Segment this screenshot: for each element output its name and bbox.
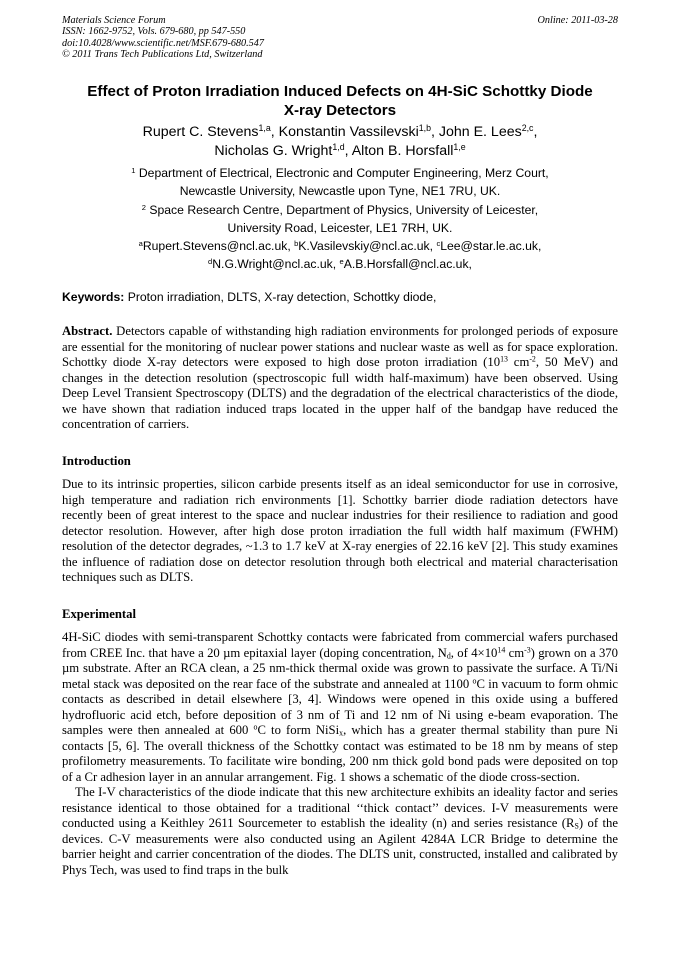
subscript: d — [446, 651, 451, 661]
text-run: , which has a greater thermal stability than pure Ni contacts [5, 6]. The overall thickness of the Schottky contact was estimated to be 18 nm by means of step profilometry measurements. To facilitate wire bonding, 200 nm thick gold bond pads were deposited on top of a Cr adhesion layer in an annular arrangement. Fig. 1 shows a schematic of the diode cross-section. — [62, 723, 619, 784]
abstract-sup: 13 — [500, 354, 508, 364]
online-date: Online: 2011-03-28 — [537, 15, 618, 26]
experimental-heading: Experimental — [62, 607, 137, 621]
email-link[interactable]: A.B.Horsfall@ncl.ac.uk, — [343, 256, 472, 271]
email-link[interactable]: Rupert.Stevens@ncl.ac.uk, — [142, 239, 295, 253]
keywords — [62, 290, 618, 305]
author-sup: 1,a — [258, 123, 271, 134]
email-link[interactable]: K.Vasilevskiy@ncl.ac.uk, — [298, 239, 437, 253]
superscript: 14 — [497, 645, 506, 655]
introduction-text: Due to its intrinsic properties, silicon carbide presents itself as an ideal semiconductor for use in corrosive, high temperature and radiation rich environments [1]. Schottky barrier diode radiation detectors have recently been of great interest to the space and nuclear industries for their resilience to radiation and good detector resolution. However, after high dose proton irradiation the full width half maximum (FWHM) resolution of the detector degrades, ~1.3 to 1.7 keV at X-ray energies of 22.16 keV [2]. This study examines the influence of radiation dose on detector resolution through both electrical and material characterisation techniques such as DLTS. — [62, 477, 618, 584]
author-sep: , — [344, 143, 352, 159]
experimental-paragraph-2 — [62, 785, 618, 878]
title-line-2: X-ray Detectors — [283, 102, 397, 119]
experimental-paragraph-1 — [62, 630, 618, 785]
superscript: -3 — [524, 645, 531, 655]
author-name: John E. Lees — [438, 124, 522, 140]
paper-title — [62, 82, 618, 120]
affiliation-2 — [62, 202, 618, 237]
author-list — [62, 123, 618, 161]
email-link[interactable]: N.G.Wright@ncl.ac.uk, — [212, 256, 340, 271]
author-name: Alton B. Horsfall — [351, 143, 454, 159]
abstract-label: Abstract. — [62, 324, 113, 338]
keywords-label: Keywords: — [62, 290, 125, 304]
author-name: Konstantin Vassilevski — [278, 124, 419, 140]
email-sup: b — [294, 238, 299, 248]
author-sup: 1,e — [453, 142, 466, 153]
author-sep: , — [270, 124, 279, 140]
author-sup: 1,d — [332, 142, 345, 153]
text-run: C to form NiSi — [257, 723, 340, 737]
abstract-text: Detectors capable of withstanding high radiation environments for prolonged periods of exposure are essential for the monitoring of nuclear power stations and nuclear waste as well as for space exploration. Schottky diode X-ray detectors were exposed to high dose proton irradiation (10 — [62, 324, 618, 369]
affiliation-num: 2 — [141, 202, 146, 212]
title-line-1: Effect of Proton Irradiation Induced Defects on 4H-SiC Schottky Diode — [87, 83, 593, 100]
text-run: cm — [505, 645, 525, 660]
email-sup: e — [339, 256, 344, 266]
subscript: S — [574, 821, 579, 831]
copyright-line: © 2011 Trans Tech Publications Ltd, Switzerland — [62, 48, 263, 60]
text-run: The I-V characteristics of the diode indicate that this new architecture exhibits an ideality factor and series resistance identical to those obtained for a traditional ‘‘thick contact’’ devices. I-V measurements were conducted using a Keithley 2611 Sourcemeter to establish the ideality (n) and series resistance (R — [62, 785, 618, 830]
email-sup: c — [436, 238, 441, 248]
abstract-text: , 50 MeV) and changes in the detection resolution (spectroscopic full width half-maximum) have been observed. Using Deep Level Transient Spectroscopy (DLTS) and the degradation of the electrical characteristics of the diode, we have shown that radiation induced traps located in the upper half of the bandgap have reduced the concentration of carriers. — [62, 355, 618, 431]
author-name: Nicholas G. Wright — [214, 143, 333, 159]
author-sep: , — [430, 124, 439, 140]
email-sup: d — [208, 256, 213, 266]
experimental-text — [62, 630, 618, 878]
affiliation-line: Newcastle University, Newcastle upon Tyne, NE1 7RU, UK. — [179, 183, 501, 198]
text-run: , of 4×10 — [450, 645, 498, 660]
doi-line: doi:10.4028/www.scientific.net/MSF.679-680.547 — [62, 37, 264, 49]
text-run: C in vacuum to form ohmic contacts as described in detail elsewhere [3, 4]. Windows were opened in this oxide using a buffered hydrofluoric acid etch, before deposition of 3 nm of Ti and 12 nm of Ni using e-beam evaporation. The samples were then annealed at 600 — [62, 676, 618, 737]
author-line-2 — [62, 142, 618, 161]
subscript: x — [339, 728, 344, 738]
author-sep: , — [533, 124, 538, 140]
keywords-text: Proton irradiation, DLTS, X-ray detection, Schottky diode, — [124, 290, 437, 304]
affiliation-1 — [62, 165, 618, 200]
abstract-text: cm — [507, 355, 530, 369]
abstract — [62, 324, 618, 433]
affiliation-line: Space Research Centre, Department of Physics, University of Leicester, — [149, 203, 539, 217]
abstract-sup: -2 — [529, 354, 536, 364]
journal-header — [62, 15, 618, 60]
text-run: ) grown on a 370 µm substrate. After an RCA clean, a 25 nm-thick thermal oxide was grown to passivate the surface. A Ti/Ni metal stack was deposited on the rear face of the substrate and annealed at 1100 — [62, 645, 618, 691]
author-sup: 2,c — [521, 123, 534, 134]
author-sup: 1,b — [418, 123, 431, 134]
text-run: ) of the devices. C-V measurements were also conducted using an Agilent 4284A LCR Bridge to determine the barrier height and carrier concentration of the diodes. The DLTS unit, constructed, installed and calibrated by Phys Tech, was used to find traps in the bulk — [62, 816, 618, 877]
text-run: 4H-SiC diodes with semi-transparent Schottky contacts were fabricated from commercial wafers purchased from CREE Inc. that have a 20 µm epitaxial layer (doping concentration, N — [62, 630, 618, 660]
introduction-heading: Introduction — [62, 454, 131, 468]
email-link[interactable]: Lee@star.le.ac.uk, — [440, 239, 542, 253]
email-list — [62, 238, 618, 273]
affiliation-line: University Road, Leicester, LE1 7RH, UK. — [227, 220, 453, 235]
journal-name: Materials Science Forum — [62, 15, 166, 26]
superscript: o — [472, 676, 477, 686]
issn-line: ISSN: 1662-9752, Vols. 679-680, pp 547-550 — [62, 26, 246, 38]
affiliation-num: 1 — [131, 165, 136, 175]
author-name: Rupert C. Stevens — [142, 124, 259, 140]
author-line-1 — [62, 123, 618, 142]
superscript: o — [253, 722, 258, 732]
email-sup: a — [138, 238, 143, 248]
affiliation-line: Department of Electrical, Electronic and Computer Engineering, Merz Court, — [138, 166, 549, 180]
